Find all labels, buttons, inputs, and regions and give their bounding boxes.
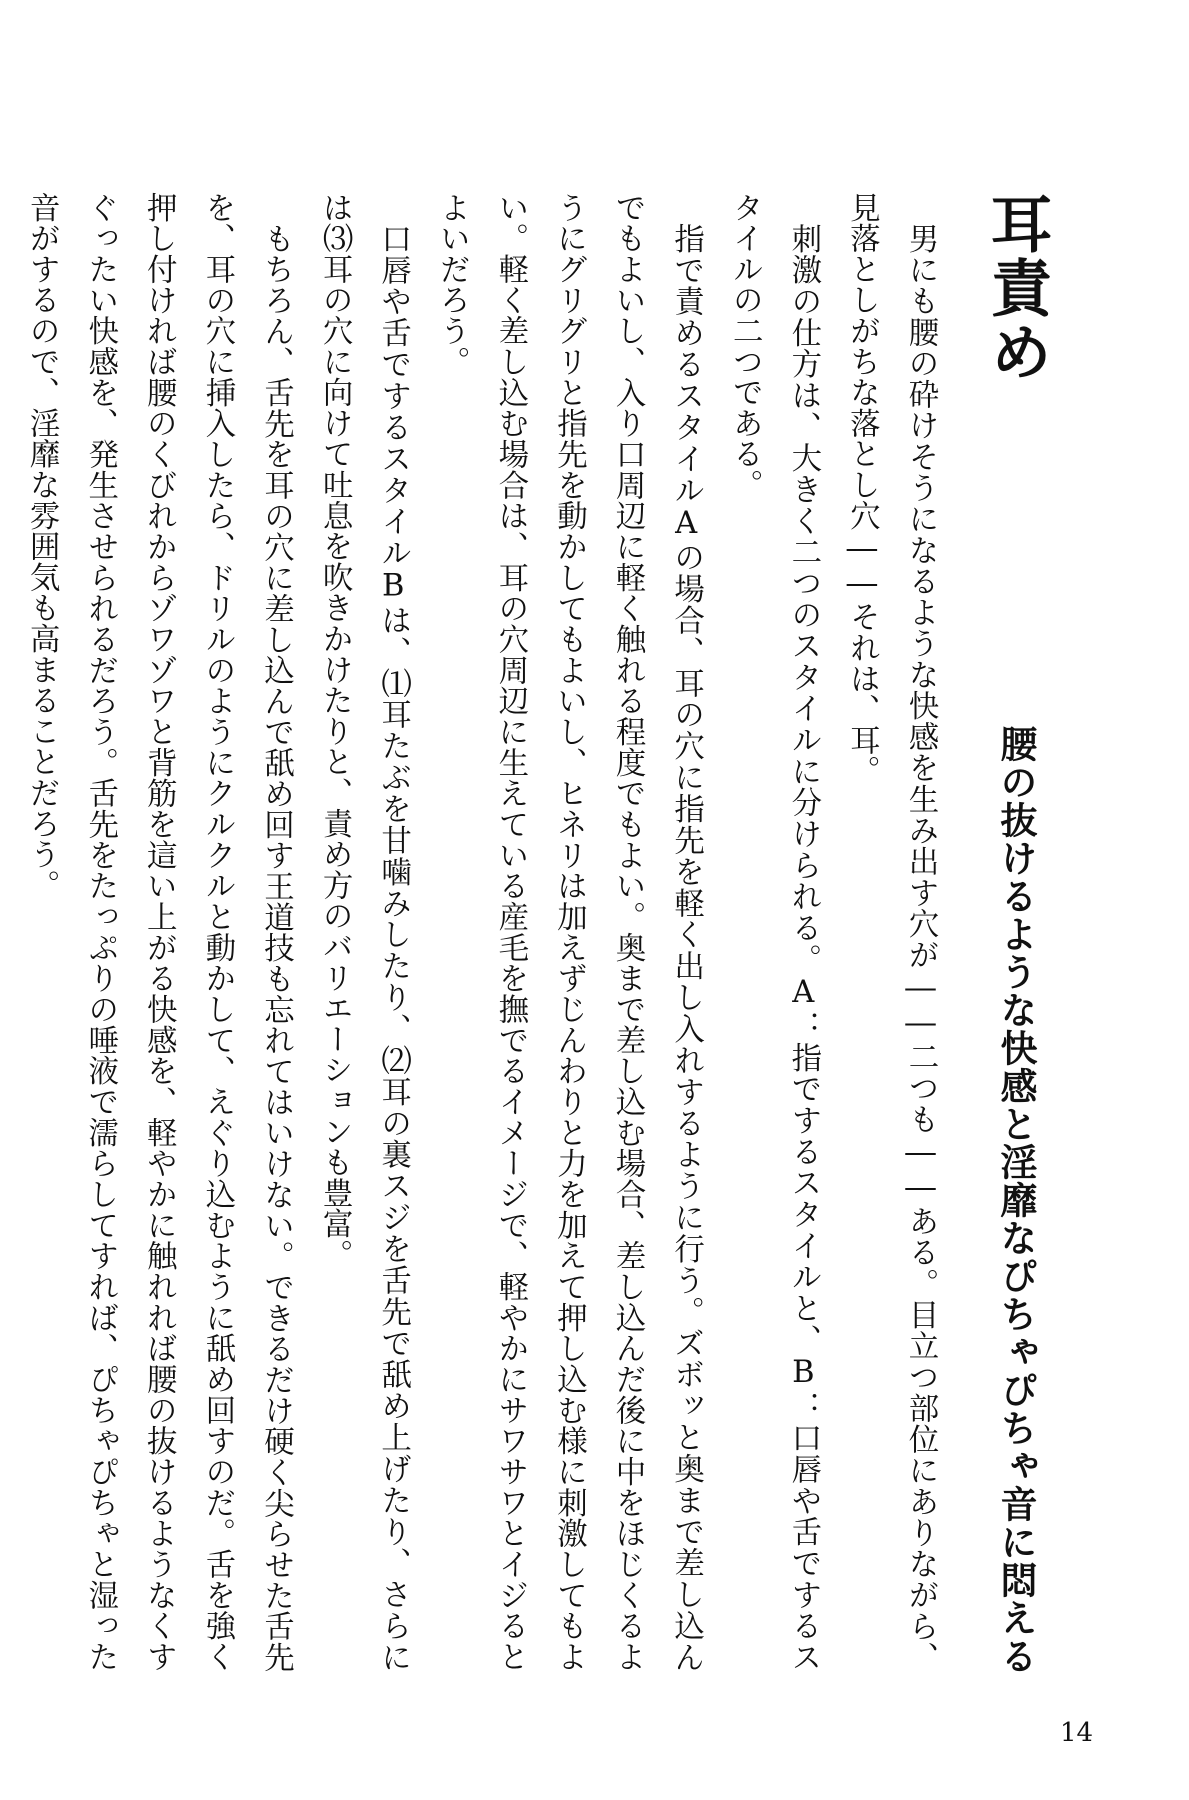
body-text [24, 192, 949, 1672]
paragraph: もちろん、舌先を耳の穴に差し込んで舐め回す王道技も忘れてはいけない。できるだけ硬く尖らせた舌先を、耳の穴に挿入したら、ドリルのようにクルクルと動かして、えぐり込むように舐め回すのだ。舌を強く押し付ければ腰のくびれからゾワゾワと背筋を這い上がる快感を、軽やかに触れれば腰の抜けるようなくすぐったい快感を、発生させられるだろう。舌先をたっぷりの唾液で濡らしてすれば、ぴちゃぴちゃと湿った音がするので、淫靡な雰囲気も高まることだろう。 [24, 192, 294, 1672]
page-number: 14 [1060, 1718, 1094, 1748]
paragraph: 口唇や舌でするスタイルBは、⑴耳たぶを甘噛みしたり、⑵耳の裏スジを舌先で舐め上げたり、さらには⑶耳の穴に向けて吐息を吹きかけたりと、責め方のバリエーションも豊富。 [317, 192, 411, 1672]
paragraph: 指で責めるスタイルAの場合、耳の穴に指先を軽く出し入れするように行う。ズボッと奥まで差し込んでもよいし、入り口周辺に軽く触れる程度でもよい。奥まで差し込む場合、差し込んだ後に中をほじくるようにグリグリと指先を動かしてもよいし、ヒネリは加えずじんわりと力を加えて押し込む様に刺激してもよい。軽く差し込む場合は、耳の穴周辺に生えている産毛を撫でるイメージで、軽やかにサワサワとイジるとよいだろう。 [434, 192, 704, 1672]
paragraph: 刺激の仕方は、大きく二つのスタイルに分けられる。A：指でするスタイルと、B：口唇や舌でするスタイルの二つである。 [727, 192, 821, 1672]
paragraph: 男にも腰の砕けそうになるような快感を生み出す穴が――二つも――ある。目立つ部位にありながら、見落としがちな落とし穴――それは、耳。 [844, 192, 938, 1672]
page-title: 耳責め [980, 192, 1053, 384]
page-subtitle: 腰の抜けるような快感と淫靡なぴちゃぴちゃ音に悶える [994, 725, 1037, 1675]
